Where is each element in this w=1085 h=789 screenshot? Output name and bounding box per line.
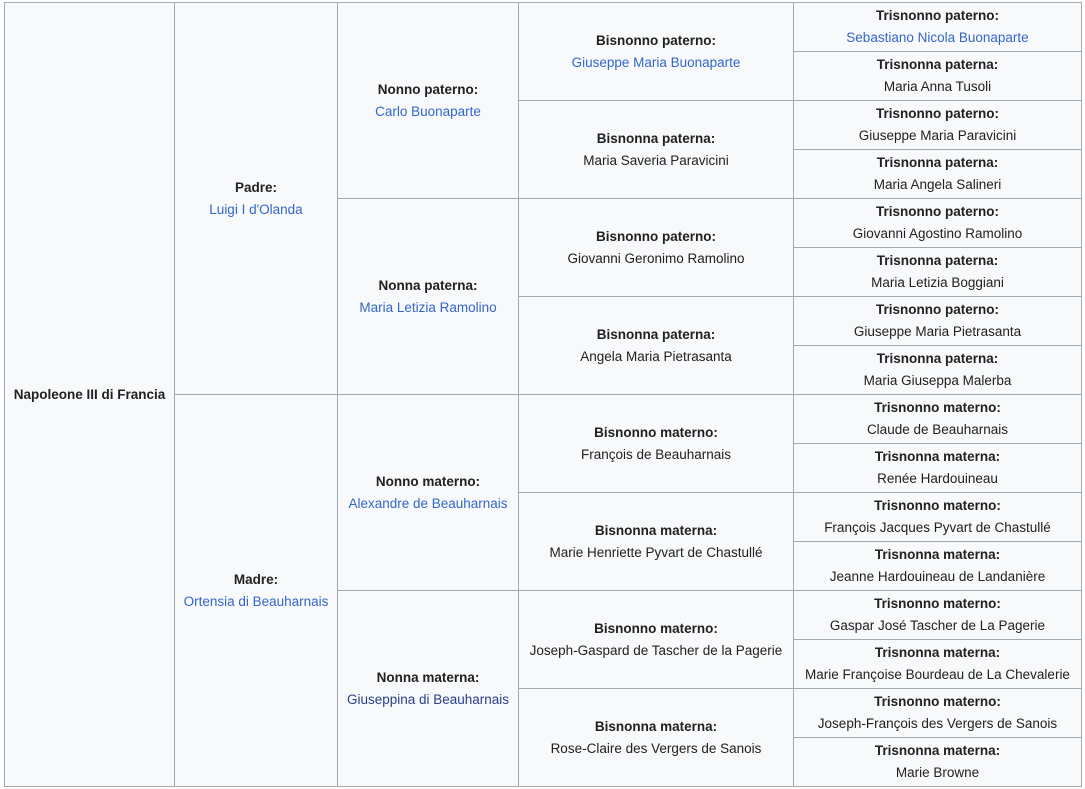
- great-great-grandparent-13-relation-label: Trisnonno materno:: [874, 596, 1001, 611]
- great-great-grandparent-7-relation-label: Trisnonno paterno:: [876, 302, 999, 317]
- great-great-grandparent-1-cell: [794, 3, 1082, 52]
- great-great-grandparent-9-relation-label: Trisnonno materno:: [874, 400, 1001, 415]
- parent-1-cell: [175, 3, 338, 395]
- grandparent-3-link[interactable]: Alexandre de Beauharnais: [348, 495, 508, 511]
- great-great-grandparent-9-name: Claude de Beauharnais: [866, 422, 1009, 437]
- great-grandparent-7-relation-label: Bisnonno materno:: [594, 620, 718, 636]
- great-grandparent-2-relation-label: Bisnonna paterna:: [596, 130, 716, 146]
- grandparent-1-cell: [338, 3, 519, 199]
- grandparent-3-cell: [338, 395, 519, 591]
- parent-2-link[interactable]: Ortensia di Beauharnais: [183, 593, 329, 609]
- great-great-grandparent-14-cell: [794, 640, 1082, 689]
- great-grandparent-7-name: Joseph-Gaspard de Tascher de la Pagerie: [529, 642, 783, 658]
- great-great-grandparent-11-relation-label: Trisnonno materno:: [874, 498, 1001, 513]
- great-grandparent-3-cell: [519, 199, 794, 297]
- great-grandparent-5-cell: [519, 395, 794, 493]
- great-great-grandparent-3-cell: [794, 101, 1082, 150]
- great-great-grandparent-8-name: Maria Giuseppa Malerba: [863, 373, 1012, 388]
- great-great-grandparent-4-cell: [794, 150, 1082, 199]
- great-great-grandparent-2-relation-label: Trisnonna paterna:: [876, 57, 999, 72]
- great-grandparent-4-name: Angela Maria Pietrasanta: [580, 348, 732, 364]
- grandparent-2-link[interactable]: Maria Letizia Ramolino: [359, 299, 497, 315]
- great-grandparent-3-relation-label: Bisnonno paterno:: [596, 228, 716, 244]
- grandparent-1-relation-label: Nonno paterno:: [377, 81, 479, 97]
- great-grandparent-1-cell: [519, 3, 794, 101]
- great-grandparent-1-relation-label: Bisnonno paterno:: [596, 32, 716, 48]
- great-great-grandparent-10-cell: [794, 444, 1082, 493]
- pedigree-table: [4, 2, 1082, 787]
- great-grandparent-6-name: Marie Henriette Pyvart de Chastullé: [549, 544, 763, 560]
- grandparent-1-link[interactable]: Carlo Buonaparte: [375, 103, 481, 119]
- grandparent-2-relation-label: Nonna paterna:: [378, 277, 478, 293]
- great-great-grandparent-3-name: Giuseppe Maria Paravicini: [858, 128, 1017, 143]
- great-great-grandparent-14-relation-label: Trisnonna materna:: [874, 645, 1001, 660]
- great-grandparent-4-relation-label: Bisnonna paterna:: [596, 326, 716, 342]
- great-great-grandparent-5-relation-label: Trisnonno paterno:: [876, 204, 999, 219]
- grandparent-2-cell: [338, 199, 519, 395]
- great-great-grandparent-10-name: Renée Hardouineau: [877, 471, 998, 486]
- subject-name: Napoleone III di Francia: [13, 386, 166, 402]
- grandparent-3-relation-label: Nonno materno:: [375, 473, 481, 489]
- great-great-grandparent-11-cell: [794, 493, 1082, 542]
- great-great-grandparent-2-cell: [794, 52, 1082, 101]
- great-great-grandparent-13-cell: [794, 591, 1082, 640]
- great-great-grandparent-1-relation-label: Trisnonno paterno:: [876, 8, 999, 23]
- parent-2-cell: [175, 395, 338, 787]
- parent-1-link[interactable]: Luigi I d'Olanda: [209, 201, 303, 217]
- great-great-grandparent-11-name: François Jacques Pyvart de Chastullé: [824, 520, 1051, 535]
- great-grandparent-2-name: Maria Saveria Paravicini: [583, 152, 729, 168]
- grandparent-4-link[interactable]: Giuseppina di Beauharnais: [346, 691, 510, 707]
- great-great-grandparent-5-name: Giovanni Agostino Ramolino: [852, 226, 1023, 241]
- parent-1-relation-label: Padre:: [234, 179, 278, 195]
- great-great-grandparent-16-relation-label: Trisnonna materna:: [874, 743, 1001, 758]
- grandparent-4-relation-label: Nonna materna:: [376, 669, 480, 685]
- great-grandparent-8-relation-label: Bisnonna materna:: [594, 718, 718, 734]
- great-grandparent-5-relation-label: Bisnonno materno:: [594, 424, 718, 440]
- great-great-grandparent-15-relation-label: Trisnonno materno:: [874, 694, 1001, 709]
- great-great-grandparent-13-name: Gaspar José Tascher de La Pagerie: [829, 618, 1046, 633]
- great-grandparent-6-cell: [519, 493, 794, 591]
- great-great-grandparent-6-cell: [794, 248, 1082, 297]
- great-grandparent-6-relation-label: Bisnonna materna:: [594, 522, 718, 538]
- great-grandparent-8-name: Rose-Claire des Vergers de Sanois: [550, 740, 762, 756]
- great-great-grandparent-7-name: Giuseppe Maria Pietrasanta: [853, 324, 1022, 339]
- great-grandparent-1-link[interactable]: Giuseppe Maria Buonaparte: [571, 54, 741, 70]
- great-great-grandparent-12-cell: [794, 542, 1082, 591]
- great-grandparent-3-name: Giovanni Geronimo Ramolino: [567, 250, 745, 266]
- great-great-grandparent-3-relation-label: Trisnonno paterno:: [876, 106, 999, 121]
- great-great-grandparent-6-relation-label: Trisnonna paterna:: [876, 253, 999, 268]
- great-grandparent-7-cell: [519, 591, 794, 689]
- great-great-grandparent-12-relation-label: Trisnonna materna:: [874, 547, 1001, 562]
- grandparent-4-cell: [338, 591, 519, 787]
- great-great-grandparent-9-cell: [794, 395, 1082, 444]
- great-great-grandparent-15-name: Joseph-François des Vergers de Sanois: [817, 716, 1058, 731]
- subject-cell: [5, 3, 175, 787]
- great-grandparent-8-cell: [519, 689, 794, 787]
- great-great-grandparent-6-name: Maria Letizia Boggiani: [871, 275, 1004, 290]
- great-great-grandparent-16-cell: [794, 738, 1082, 787]
- great-great-grandparent-14-name: Marie Françoise Bourdeau de La Chevalerie: [805, 667, 1070, 682]
- great-great-grandparent-4-relation-label: Trisnonna paterna:: [876, 155, 999, 170]
- great-great-grandparent-7-cell: [794, 297, 1082, 346]
- great-great-grandparent-4-name: Maria Angela Salineri: [873, 177, 1002, 192]
- great-great-grandparent-10-relation-label: Trisnonna materna:: [874, 449, 1001, 464]
- great-great-grandparent-8-relation-label: Trisnonna paterna:: [876, 351, 999, 366]
- pedigree-row: [5, 3, 1082, 52]
- great-great-grandparent-16-name: Marie Browne: [895, 765, 980, 780]
- great-great-grandparent-5-cell: [794, 199, 1082, 248]
- parent-2-relation-label: Madre:: [233, 571, 279, 587]
- great-great-grandparent-15-cell: [794, 689, 1082, 738]
- great-great-grandparent-12-name: Jeanne Hardouineau de Landanière: [829, 569, 1046, 584]
- great-grandparent-4-cell: [519, 297, 794, 395]
- great-great-grandparent-8-cell: [794, 346, 1082, 395]
- great-grandparent-2-cell: [519, 101, 794, 199]
- great-great-grandparent-1-link[interactable]: Sebastiano Nicola Buonaparte: [846, 30, 1029, 45]
- great-great-grandparent-2-name: Maria Anna Tusoli: [883, 79, 992, 94]
- great-grandparent-5-name: François de Beauharnais: [580, 446, 732, 462]
